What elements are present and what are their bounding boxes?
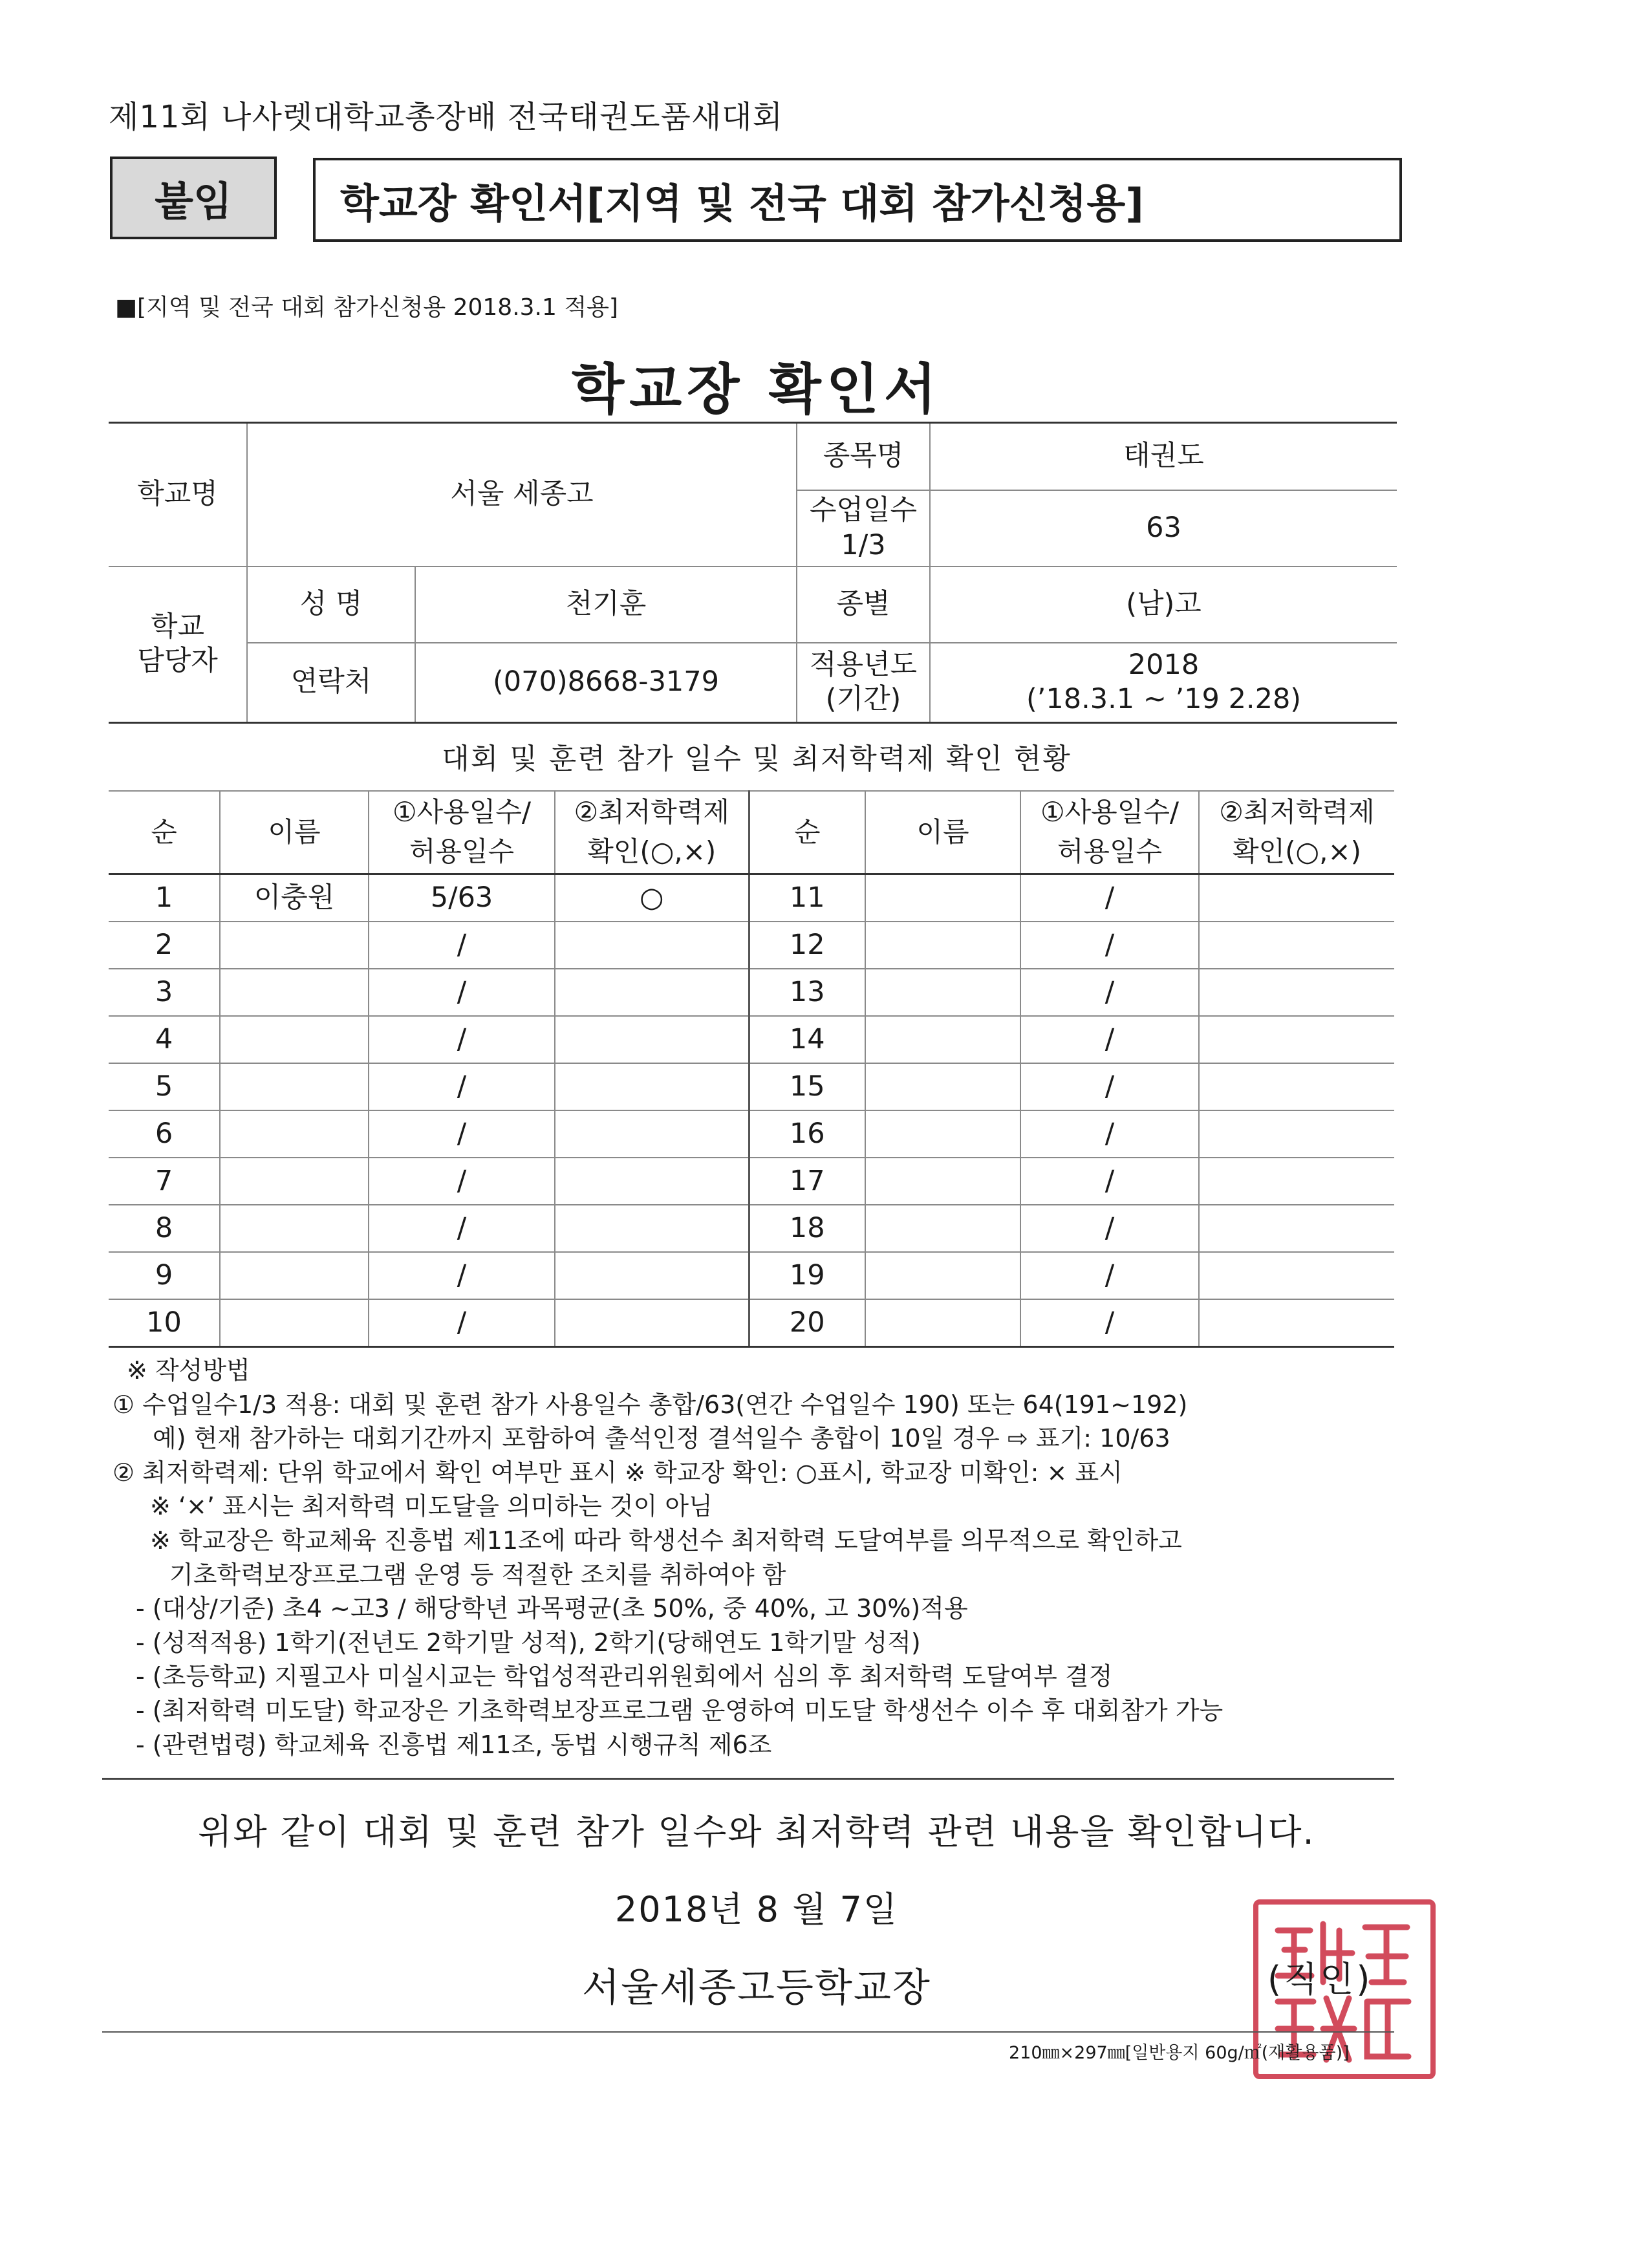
row-check <box>555 1205 749 1252</box>
row-days: / <box>369 1110 555 1158</box>
contact-value: (070)8668-3179 <box>415 643 797 723</box>
row-number-2: 18 <box>749 1205 865 1252</box>
row-check: ○ <box>555 874 749 922</box>
name-value: 천기훈 <box>415 567 797 643</box>
row-check-2 <box>1199 1252 1394 1299</box>
row-number-2: 14 <box>749 1016 865 1063</box>
row-check-2 <box>1199 874 1394 922</box>
row-check <box>555 922 749 969</box>
row-number-2: 19 <box>749 1252 865 1299</box>
row-days: / <box>369 1252 555 1299</box>
method-note-line: - (성적적용) 1학기(전년도 2학기말 성적), 2학기(당해연도 1학기말 성적) <box>136 1628 921 1657</box>
seal-label: (직인) <box>1267 1959 1373 2000</box>
table-row <box>109 1016 1394 1063</box>
row-days: / <box>369 1299 555 1347</box>
header-check-2-line1: ②최저학력제 <box>1219 796 1375 828</box>
row-number-2: 15 <box>749 1063 865 1110</box>
year-label-line2: (기간) <box>825 683 901 716</box>
row-number-2: 13 <box>749 969 865 1016</box>
header-check-line2: 확인(○,×) <box>587 836 717 867</box>
year-value <box>930 643 1397 723</box>
row-name <box>220 1252 369 1299</box>
row-days-2: / <box>1020 1252 1199 1299</box>
row-days: / <box>369 969 555 1016</box>
name-label: 성 명 <box>247 567 415 643</box>
method-note-line: - (관련법령) 학교체육 진흥법 제11조, 동법 시행규칙 제6조 <box>136 1730 772 1759</box>
row-number: 3 <box>109 969 220 1016</box>
sport-value: 태권도 <box>930 423 1397 490</box>
row-days-2: / <box>1020 874 1199 922</box>
row-number: 1 <box>109 874 220 922</box>
header-check-2-line2: 확인(○,×) <box>1232 836 1362 867</box>
header-days-line1: ①사용일수/ <box>392 796 532 828</box>
row-days: / <box>369 922 555 969</box>
method-note-line: ① 수업일수1/3 적용: 대회 및 훈련 참가 사용일수 총합/63(연간 수업일수 190) 또는 64(191~192) <box>113 1390 1188 1419</box>
row-days-2: / <box>1020 1016 1199 1063</box>
row-check-2 <box>1199 1158 1394 1205</box>
row-check <box>555 1110 749 1158</box>
row-number-2: 12 <box>749 922 865 969</box>
footer-line <box>102 2031 1394 2033</box>
method-note-line: - (최저학력 미도달) 학교장은 기초학력보장프로그램 운영하여 미도달 학생선수 이수 후 대회참가 가능 <box>136 1696 1223 1725</box>
method-note-line: ※ 학교장은 학교체육 진흥법 제11조에 따라 학생선수 최저학력 도달여부를 의무적으로 확인하고 <box>150 1526 1182 1555</box>
row-check-2 <box>1199 922 1394 969</box>
row-number: 4 <box>109 1016 220 1063</box>
row-check-2 <box>1199 1016 1394 1063</box>
date-text: 2018년 8 월 7일 <box>614 1889 899 1930</box>
row-name <box>220 969 369 1016</box>
row-check <box>555 1299 749 1347</box>
method-note-line: 예) 현재 참가하는 대회기간까지 포함하여 출석인정 결석일수 총합이 10일 경우 ⇨ 표기: 10/63 <box>153 1424 1170 1453</box>
row-name <box>220 1205 369 1252</box>
row-number: 5 <box>109 1063 220 1110</box>
row-name <box>220 1158 369 1205</box>
header-days-2-line1: ①사용일수/ <box>1040 796 1180 828</box>
row-name-2 <box>865 969 1020 1016</box>
method-note-line: - (대상/기준) 초4 ~고3 / 해당학년 과목평균(초 50%, 중 40%, 고 30%)적용 <box>136 1594 968 1623</box>
header-days-2-line2: 허용일수 <box>1057 836 1163 867</box>
row-number-2: 17 <box>749 1158 865 1205</box>
row-check-2 <box>1199 1205 1394 1252</box>
row-check <box>555 1252 749 1299</box>
header-no: 순 <box>109 791 220 874</box>
days-label-line1: 수업일수 <box>809 493 918 526</box>
row-number: 8 <box>109 1205 220 1252</box>
row-number: 6 <box>109 1110 220 1158</box>
year-value-line2: (’18.3.1 ~ ’19 2.28) <box>1026 683 1302 716</box>
table-row <box>109 874 1394 922</box>
row-name-2 <box>865 1158 1020 1205</box>
row-name: 이충원 <box>220 874 369 922</box>
method-heading: ※ 작성방법 <box>127 1356 250 1385</box>
row-name <box>220 1063 369 1110</box>
row-days-2: / <box>1020 969 1199 1016</box>
confirm-text: 위와 같이 대회 및 훈련 참가 일수와 최저학력 관련 내용을 확인합니다. <box>198 1811 1315 1852</box>
row-days-2: / <box>1020 1299 1199 1347</box>
header-check <box>555 791 749 874</box>
row-name-2 <box>865 922 1020 969</box>
row-check <box>555 1063 749 1110</box>
days-value: 63 <box>930 490 1397 567</box>
row-name-2 <box>865 1252 1020 1299</box>
row-days-2: / <box>1020 1205 1199 1252</box>
divider-line <box>102 1778 1394 1780</box>
year-label-line1: 적용년도 <box>809 648 918 681</box>
attachment-title: 학교장 확인서[지역 및 전국 대회 참가신청용] <box>313 158 1402 242</box>
days-label-line2: 1/3 <box>841 528 886 561</box>
school-label: 학교명 <box>109 423 247 567</box>
year-value-line1: 2018 <box>1128 648 1200 681</box>
type-label: 종별 <box>797 567 930 643</box>
row-check-2 <box>1199 1110 1394 1158</box>
header-name: 이름 <box>220 791 369 874</box>
row-check-2 <box>1199 1063 1394 1110</box>
year-label <box>797 643 930 723</box>
staff-label <box>109 567 247 723</box>
row-name-2 <box>865 1110 1020 1158</box>
row-name-2 <box>865 1205 1020 1252</box>
header-days-line2: 허용일수 <box>409 836 515 867</box>
paper-spec-note: 210㎜×297㎜[일반용지 60g/㎡(재활용품)] <box>1009 2043 1350 2063</box>
table-row <box>109 1205 1394 1252</box>
row-number: 10 <box>109 1299 220 1347</box>
header-check-2 <box>1199 791 1394 874</box>
row-days-2: / <box>1020 1063 1199 1110</box>
row-check-2 <box>1199 1299 1394 1347</box>
row-number-2: 20 <box>749 1299 865 1347</box>
attachment-label: 붙임 <box>110 157 277 239</box>
table-row <box>109 1252 1394 1299</box>
row-check <box>555 1016 749 1063</box>
header-name-2: 이름 <box>865 791 1020 874</box>
staff-label-line2: 담당자 <box>137 645 218 678</box>
row-number-2: 16 <box>749 1110 865 1158</box>
principal-name: 서울세종고등학교장 <box>582 1965 931 2011</box>
row-days: / <box>369 1158 555 1205</box>
row-days-2: / <box>1020 1110 1199 1158</box>
header-days <box>369 791 555 874</box>
row-days: / <box>369 1016 555 1063</box>
sport-label: 종목명 <box>797 423 930 490</box>
contact-label: 연락처 <box>247 643 415 723</box>
days-label <box>797 490 930 567</box>
row-days: / <box>369 1063 555 1110</box>
table-row <box>109 1299 1394 1347</box>
method-note-line: ※ ‘×’ 표시는 최저학력 미도달을 의미하는 것이 아님 <box>150 1492 713 1521</box>
row-number: 9 <box>109 1252 220 1299</box>
method-note-line: 기초학력보장프로그램 운영 등 적절한 조치를 취하여야 함 <box>169 1560 786 1589</box>
row-name-2 <box>865 874 1020 922</box>
row-number: 7 <box>109 1158 220 1205</box>
row-days: 5/63 <box>369 874 555 922</box>
record-header-row <box>109 791 1394 874</box>
record-body <box>109 874 1394 1347</box>
header-days-2 <box>1020 791 1199 874</box>
table-row <box>109 922 1394 969</box>
type-value: (남)고 <box>930 567 1397 643</box>
row-name <box>220 1110 369 1158</box>
row-check-2 <box>1199 969 1394 1016</box>
table-row <box>109 969 1394 1016</box>
header-check-line1: ②최저학력제 <box>574 796 729 828</box>
row-name-2 <box>865 1016 1020 1063</box>
event-title: 제11회 나사렛대학교총장배 전국태권도품새대회 <box>109 99 783 135</box>
record-table <box>109 790 1394 1348</box>
school-value: 서울 세종고 <box>247 423 797 567</box>
staff-label-line1: 학교 <box>150 610 205 643</box>
header-no-2: 순 <box>749 791 865 874</box>
row-name-2 <box>865 1063 1020 1110</box>
row-days: / <box>369 1205 555 1252</box>
row-name <box>220 922 369 969</box>
row-check <box>555 1158 749 1205</box>
table-row <box>109 1063 1394 1110</box>
section-title: 대회 및 훈련 참가 일수 및 최저학력제 확인 현황 <box>442 742 1072 775</box>
row-days-2: / <box>1020 922 1199 969</box>
row-days-2: / <box>1020 1158 1199 1205</box>
method-note-line: - (초등학교) 지필고사 미실시교는 학업성적관리위원회에서 심의 후 최저학력 도달여부 결정 <box>136 1662 1113 1691</box>
note-line: ■[지역 및 전국 대회 참가신청용 2018.3.1 적용] <box>115 294 618 321</box>
info-table <box>109 422 1397 724</box>
table-row <box>109 1110 1394 1158</box>
row-number-2: 11 <box>749 874 865 922</box>
row-check <box>555 969 749 1016</box>
row-name <box>220 1299 369 1347</box>
table-row <box>109 1158 1394 1205</box>
row-name <box>220 1016 369 1063</box>
row-number: 2 <box>109 922 220 969</box>
method-note-line: ② 최저학력제: 단위 학교에서 확인 여부만 표시 ※ 학교장 확인: ○표시, 학교장 미확인: × 표시 <box>113 1458 1123 1487</box>
doc-title: 학교장 확인서 <box>571 358 942 421</box>
row-name-2 <box>865 1299 1020 1347</box>
